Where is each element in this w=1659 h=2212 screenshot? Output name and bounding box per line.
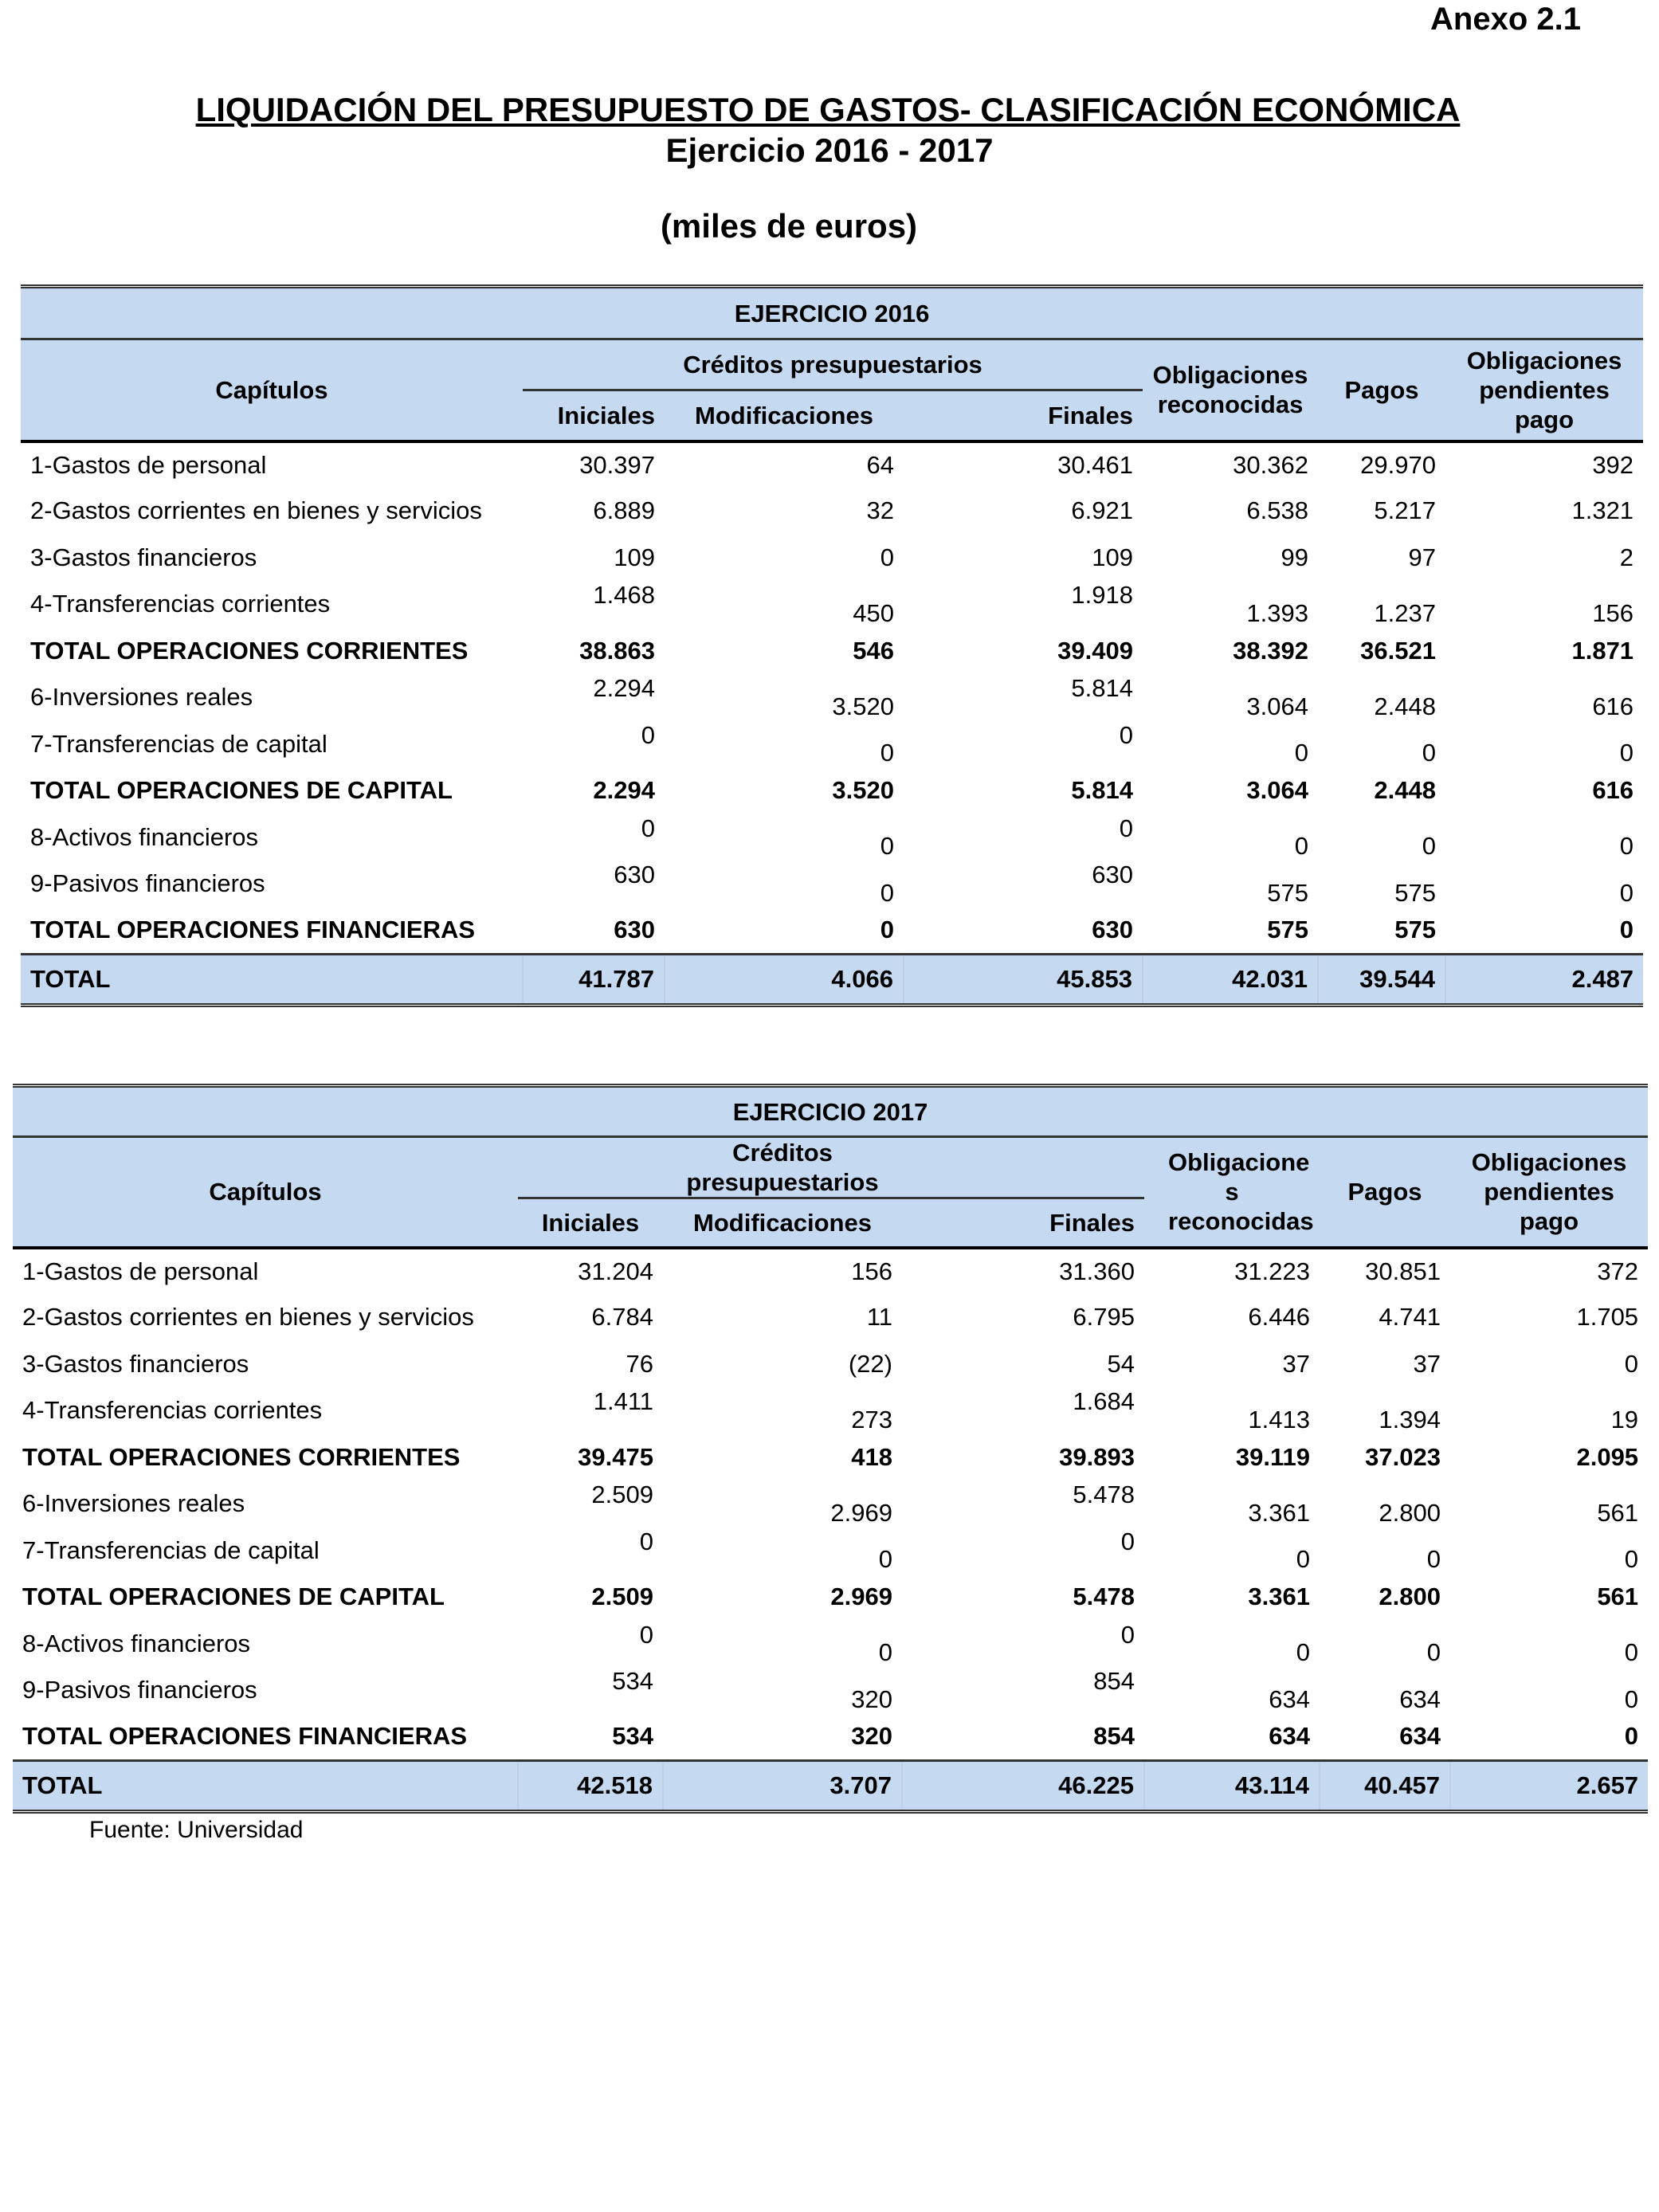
row-value: 156: [1592, 598, 1634, 627]
row-value: 3.064: [1246, 776, 1308, 805]
row-value: 0: [1624, 1722, 1639, 1750]
row-value: 1.393: [1246, 598, 1308, 627]
row-value: 6.921: [1071, 496, 1133, 525]
row-label: 6-Inversiones reales: [30, 683, 253, 712]
row-value: 320: [851, 1684, 892, 1713]
row-label: TOTAL OPERACIONES FINANCIERAS: [30, 916, 476, 943]
table-row: [13, 1434, 1648, 1481]
row-value: 0: [878, 1638, 892, 1666]
col-iniciales: Iniciales: [523, 390, 665, 441]
col-pagos: Pagos: [1318, 339, 1445, 441]
row-label: 3-Gastos financieros: [22, 1349, 249, 1378]
row-value: 534: [612, 1667, 653, 1695]
rows-2016: [21, 441, 1643, 1006]
row-label: 8-Activos financieros: [30, 822, 259, 851]
row-label: 2-Gastos corrientes en bienes y servicios: [22, 1303, 474, 1332]
table-row: [13, 1248, 1648, 1295]
row-value: 1.918: [1071, 581, 1133, 609]
col-capitulos: Capítulos: [13, 1137, 518, 1248]
year-header: EJERCICIO 2017: [13, 1086, 1648, 1137]
table-row: [13, 1714, 1648, 1761]
row-value: 634: [1399, 1684, 1441, 1713]
row-value: 630: [1092, 916, 1133, 943]
row-value: 37: [1413, 1349, 1441, 1378]
row-label: 6-Inversiones reales: [22, 1489, 245, 1518]
total-value: 42.518: [518, 1760, 663, 1811]
row-value: 0: [641, 720, 655, 749]
row-value: 1.321: [1571, 496, 1634, 525]
col-capitulos: Capítulos: [21, 339, 523, 441]
row-value: 3.520: [832, 692, 894, 720]
row-value: 3.361: [1248, 1498, 1310, 1527]
col-pagos: Pagos: [1320, 1137, 1450, 1248]
row-value: (22): [848, 1349, 892, 1378]
row-value: 6.446: [1248, 1303, 1310, 1332]
row-value: 5.478: [1073, 1583, 1135, 1611]
col-pendientes-label: Obligaciones pendientes pago: [1471, 1148, 1627, 1236]
row-label: 1-Gastos de personal: [30, 450, 267, 479]
col-obligaciones: [1143, 339, 1318, 441]
row-value: 19: [1610, 1405, 1639, 1433]
row-value: 2.800: [1379, 1498, 1441, 1527]
row-value: 0: [1120, 1620, 1135, 1649]
row-value: 546: [853, 636, 894, 665]
row-value: 5.478: [1073, 1481, 1135, 1508]
col-creditos: Créditos presupuestarios: [523, 339, 1143, 390]
row-value: 5.814: [1071, 776, 1133, 805]
row-label: 9-Pasivos financieros: [30, 869, 265, 898]
units-label: (miles de euros): [660, 207, 918, 245]
row-value: 2.448: [1374, 776, 1436, 805]
page-title: LIQUIDACIÓN DEL PRESUPUESTO DE GASTOS- CLASIFICACIÓN ECONÓMICA: [195, 91, 1461, 128]
row-value: 0: [878, 1545, 892, 1573]
table-row: [21, 721, 1643, 768]
table-row: [13, 1387, 1648, 1434]
row-value: 320: [851, 1722, 892, 1750]
col-creditos-spacer: [902, 1137, 1144, 1198]
row-value: 4.741: [1379, 1303, 1441, 1332]
row-value: 2.509: [591, 1583, 653, 1611]
row-value: 854: [1093, 1722, 1135, 1750]
table-row: [21, 581, 1643, 628]
row-value: 54: [1107, 1349, 1135, 1378]
page-subtitle: Ejercicio 2016 - 2017: [665, 131, 994, 169]
row-value: 0: [1422, 832, 1436, 860]
row-value: 3.064: [1246, 692, 1308, 720]
row-value: 392: [1592, 450, 1634, 479]
total-value: 40.457: [1320, 1760, 1450, 1811]
col-modificaciones: Modificaciones: [663, 1198, 902, 1248]
row-value: 39.893: [1059, 1442, 1135, 1471]
table-row: [21, 674, 1643, 721]
row-value: 2.294: [593, 674, 655, 702]
row-value: 30.461: [1057, 450, 1133, 479]
row-value: 0: [1624, 1684, 1639, 1713]
budget-table-2016: [21, 284, 1643, 1007]
row-label: TOTAL OPERACIONES DE CAPITAL: [22, 1583, 445, 1611]
row-value: 575: [1267, 916, 1308, 943]
row-value: 0: [1296, 1638, 1310, 1666]
row-value: 0: [1120, 1527, 1135, 1555]
row-value: 372: [1597, 1257, 1639, 1285]
col-creditos-spacer: [518, 1137, 663, 1198]
row-value: 97: [1408, 543, 1436, 571]
row-value: 616: [1592, 776, 1634, 805]
total-value: 43.114: [1144, 1760, 1320, 1811]
row-value: 39.119: [1235, 1442, 1310, 1471]
row-value: 3.361: [1248, 1583, 1310, 1611]
row-value: 31.360: [1059, 1257, 1135, 1285]
row-label: 4-Transferencias corrientes: [22, 1396, 323, 1425]
row-value: 156: [851, 1257, 892, 1285]
row-value: 575: [1267, 878, 1308, 907]
row-value: 39.475: [578, 1442, 653, 1471]
row-label: 1-Gastos de personal: [22, 1257, 259, 1285]
row-label: 7-Transferencias de capital: [22, 1535, 320, 1564]
col-finales: Finales: [904, 390, 1143, 441]
row-value: 1.684: [1073, 1387, 1135, 1415]
total-value: 4.066: [665, 954, 904, 1005]
row-value: 109: [1092, 543, 1133, 571]
table-row: [21, 488, 1643, 535]
rows-2017: [13, 1248, 1648, 1812]
table-row: [13, 1621, 1648, 1668]
row-value: 64: [866, 450, 894, 479]
row-value: 1.468: [593, 581, 655, 609]
row-value: 534: [612, 1722, 653, 1750]
col-obligaciones: [1144, 1137, 1320, 1248]
total-label: TOTAL: [21, 954, 523, 1005]
source-note: Fuente: Universidad: [89, 1817, 304, 1843]
row-label: 2-Gastos corrientes en bienes y servicios: [30, 496, 482, 525]
row-value: 3.520: [832, 776, 894, 805]
col-pendientes: [1450, 1137, 1648, 1248]
row-label: 9-Pasivos financieros: [22, 1676, 257, 1704]
row-value: 0: [1619, 739, 1634, 767]
total-value: 3.707: [663, 1760, 902, 1811]
row-value: 0: [1296, 1545, 1310, 1573]
row-value: 39.409: [1057, 636, 1133, 665]
table-row: [21, 814, 1643, 861]
table-row: [21, 441, 1643, 488]
row-value: 32: [866, 496, 894, 525]
row-value: 5.814: [1071, 674, 1133, 702]
row-value: 450: [853, 598, 894, 627]
row-label: 8-Activos financieros: [22, 1629, 251, 1657]
row-label: 4-Transferencias corrientes: [30, 590, 331, 618]
row-value: 36.521: [1360, 636, 1436, 665]
row-value: 11: [866, 1303, 892, 1332]
row-value: 0: [880, 878, 894, 907]
row-label: 3-Gastos financieros: [30, 543, 257, 571]
row-value: 2.509: [591, 1481, 653, 1508]
table-row: [21, 628, 1643, 675]
row-value: 0: [1294, 832, 1308, 860]
row-value: 38.863: [579, 636, 655, 665]
row-value: 0: [1422, 739, 1436, 767]
row-value: 0: [1624, 1545, 1639, 1573]
row-value: 2.448: [1374, 692, 1436, 720]
col-iniciales: Iniciales: [518, 1198, 663, 1248]
total-row: [13, 1760, 1648, 1811]
col-creditos: [663, 1137, 902, 1198]
col-pendientes-label: Obligaciones pendientes pago: [1466, 346, 1622, 433]
table-row: [13, 1481, 1648, 1528]
row-value: 30.851: [1365, 1257, 1441, 1285]
row-value: 38.392: [1233, 636, 1308, 665]
row-value: 0: [880, 543, 894, 571]
total-value: 41.787: [523, 954, 665, 1005]
row-value: 6.795: [1073, 1303, 1135, 1332]
row-value: 30.362: [1233, 450, 1308, 479]
row-value: 0: [1624, 1638, 1639, 1666]
row-value: 273: [851, 1405, 892, 1433]
row-value: 31.223: [1234, 1257, 1310, 1285]
row-value: 0: [1624, 1349, 1639, 1378]
row-value: 575: [1394, 878, 1436, 907]
row-value: 2: [1619, 543, 1634, 571]
col-pendientes: [1445, 339, 1643, 441]
row-value: 30.397: [579, 450, 655, 479]
table-row: [13, 1341, 1648, 1388]
col-modificaciones: Modificaciones: [665, 390, 904, 441]
row-value: 29.970: [1360, 450, 1436, 479]
table-row: [13, 1528, 1648, 1575]
row-value: 2.969: [830, 1583, 892, 1611]
row-value: 0: [639, 1527, 653, 1555]
total-value: 45.853: [904, 954, 1143, 1005]
row-value: 630: [1092, 861, 1133, 888]
row-value: 0: [1426, 1638, 1441, 1666]
row-value: 0: [1119, 814, 1133, 842]
row-label: TOTAL OPERACIONES CORRIENTES: [30, 636, 469, 665]
row-value: 1.411: [593, 1387, 653, 1415]
row-value: 854: [1093, 1667, 1135, 1695]
row-value: 0: [1119, 720, 1133, 749]
row-value: 0: [1619, 832, 1634, 860]
row-value: 76: [626, 1349, 653, 1378]
row-value: 1.871: [1571, 636, 1634, 665]
row-value: 2.969: [830, 1498, 892, 1527]
table-row: [13, 1667, 1648, 1714]
row-label: 7-Transferencias de capital: [30, 729, 327, 758]
row-value: 2.294: [593, 776, 655, 805]
row-value: 616: [1592, 692, 1634, 720]
row-value: 6.538: [1246, 496, 1308, 525]
row-value: 37.023: [1365, 1442, 1441, 1471]
col-obligaciones-label: Obligaciones reconocidas: [1152, 361, 1308, 419]
row-value: 99: [1281, 543, 1308, 571]
year-header: EJERCICIO 2016: [21, 287, 1643, 339]
total-row: [21, 954, 1643, 1005]
row-value: 109: [614, 543, 655, 571]
row-value: 0: [1619, 916, 1634, 943]
annex-label: Anexo 2.1: [1430, 2, 1581, 37]
total-value: 39.544: [1318, 954, 1445, 1005]
row-label: TOTAL OPERACIONES DE CAPITAL: [30, 776, 453, 805]
total-value: 2.487: [1445, 954, 1643, 1005]
row-label: TOTAL OPERACIONES CORRIENTES: [22, 1442, 461, 1471]
row-value: 634: [1399, 1722, 1441, 1750]
row-value: 6.889: [593, 496, 655, 525]
row-value: 37: [1282, 1349, 1310, 1378]
row-value: 1.705: [1576, 1303, 1639, 1332]
total-value: 42.031: [1143, 954, 1318, 1005]
table-row: [21, 767, 1643, 814]
row-value: 5.217: [1374, 496, 1436, 525]
row-value: 6.784: [591, 1303, 653, 1332]
row-value: 1.394: [1379, 1405, 1441, 1433]
row-value: 0: [880, 739, 894, 767]
row-value: 634: [1269, 1684, 1310, 1713]
row-value: 1.413: [1248, 1405, 1310, 1433]
total-value: 2.657: [1450, 1760, 1648, 1811]
row-value: 2.800: [1379, 1583, 1441, 1611]
row-value: 1.237: [1374, 598, 1436, 627]
total-value: 46.225: [902, 1760, 1144, 1811]
budget-table-2017: [13, 1084, 1648, 1814]
title-block: [0, 89, 1659, 171]
row-value: 630: [614, 916, 655, 943]
row-value: 0: [639, 1620, 653, 1649]
row-value: 0: [1619, 878, 1634, 907]
row-value: 575: [1394, 916, 1436, 943]
row-label: TOTAL OPERACIONES FINANCIERAS: [22, 1722, 468, 1750]
row-value: 0: [1426, 1545, 1441, 1573]
row-value: 0: [641, 814, 655, 842]
col-obligaciones-label: Obligacione s reconocidas: [1168, 1148, 1314, 1236]
row-value: 561: [1597, 1583, 1639, 1611]
col-finales: Finales: [902, 1198, 1144, 1248]
row-value: 0: [880, 916, 894, 943]
table-row: [13, 1574, 1648, 1621]
row-value: 630: [614, 861, 655, 888]
row-value: 2.095: [1576, 1442, 1639, 1471]
table-row: [21, 908, 1643, 955]
table-row: [13, 1294, 1648, 1341]
row-value: 634: [1269, 1722, 1310, 1750]
table-row: [21, 535, 1643, 582]
total-label: TOTAL: [13, 1760, 518, 1811]
row-value: 561: [1597, 1498, 1639, 1527]
col-creditos-label: Créditos presupuestarios: [686, 1139, 879, 1196]
row-value: 418: [851, 1442, 892, 1471]
row-value: 31.204: [578, 1257, 653, 1285]
table-row: [21, 861, 1643, 908]
row-value: 0: [1294, 739, 1308, 767]
row-value: 0: [880, 832, 894, 860]
